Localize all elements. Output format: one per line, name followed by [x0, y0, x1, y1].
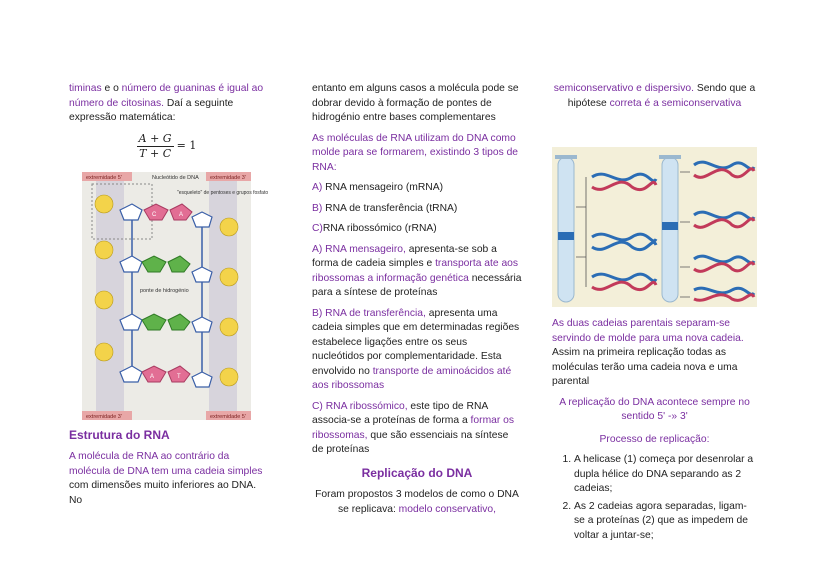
column-2	[312, 82, 522, 523]
paragraph-models-cont: semiconservativo e dispersivo. Sendo que a hipótese correta é a semiconservativa	[553, 83, 756, 109]
replication-diagram	[552, 147, 757, 307]
paragraph-direction: A replicação do DNA acontece sempre no sentido 5' -» 3'	[559, 396, 750, 422]
rna-type-a: A) RNA mensageiro (mRNA)	[312, 182, 444, 193]
dna-structure-diagram	[82, 172, 269, 420]
paragraph-mrna: A) RNA mensageiro, apresenta-se sob a forma de cadeia simples e transporta ate aos ribossomas a informação genética necessária para a síntese de proteínas	[312, 243, 522, 298]
svg-text:A: A	[150, 373, 155, 380]
paragraph-folding: entanto em alguns casos a molécula pode se dobrar devido à formação de pontes de hidrogénio entre bases complementares	[312, 83, 519, 123]
test-tube-left	[555, 155, 577, 302]
svg-text:T: T	[177, 373, 181, 380]
chargaff-formula	[69, 132, 264, 162]
heading-dna-replication: Replicação do DNA	[361, 465, 473, 480]
paragraph-rna-types-intro: As moléculas de RNA utilizam do DNA como molde para se formarem, existindo 3 tipos de RNA:	[312, 132, 519, 173]
column-3	[552, 82, 757, 546]
column-1	[69, 82, 269, 514]
rna-type-b: B) RNA de transferência (tRNA)	[312, 202, 458, 214]
rna-type-c: C)RNA ribossómico (rRNA)	[312, 223, 437, 234]
svg-text:A: A	[179, 211, 184, 218]
formula-denominator: T + C	[139, 147, 172, 160]
heading-replication-process: Processo de replicação:	[599, 433, 710, 445]
label-hydrogen-bond: ponte de hidrogénio	[140, 287, 189, 294]
semiconservative-replication-figure	[552, 147, 757, 307]
test-tube-right	[659, 155, 681, 302]
paragraph-rrna: C) RNA ribossómico, este tipo de RNA associa-se a proteínas de forma a formar os ribossomas, que são essenciais na síntese de proteínas	[312, 400, 515, 455]
paragraph-rna-structure: A molécula de RNA ao contrário da molécula de DNA tem uma cadeia simples com dimensões muito inferiores ao DNA. No	[69, 451, 263, 506]
label-5-end-top: extremidade 5'	[86, 174, 122, 181]
dna-structure-figure	[82, 172, 269, 420]
formula-rhs: = 1	[176, 139, 197, 153]
label-backbone: "esqueleto" de pentoses e grupos fosfato	[177, 189, 269, 196]
paragraph-parental-chains: As duas cadeias parentais separam-se servindo de molde para uma nova cadeia. Assim na primeira replicação todas as moléculas terão uma cadeia nova e uma parental	[552, 318, 744, 387]
paragraph-trna: B) RNA de transferência, apresenta uma cadeia simples que em determinadas regiões estabelece ligações entre os seus nucleótidos por complementaridade. Esta envolvido no transporte de aminoácidos até aos ribossomas	[312, 307, 520, 391]
label-nucleotide: Nucleótido de DNA	[152, 174, 199, 181]
list-item: 2. As 2 cadeias agora separadas, ligam-se a proteínas (2) que as impedem de voltar a juntar-se;	[574, 500, 757, 544]
formula-numerator: A + G	[137, 132, 174, 148]
paragraph-models: Foram propostos 3 modelos de como o DNA se replicava: modelo conservativo,	[315, 489, 519, 515]
replication-steps-list	[552, 453, 757, 543]
label-3-end-bottom: extremidade 3'	[86, 413, 122, 420]
list-item: 1. A helicase (1) começa por desenrolar a dupla hélice do DNA separando as 2 cadeias;	[574, 453, 757, 497]
paragraph-timinas: timinas e o número de guaninas é igual ao número de citosinas. Daí a seguinte expressão matemática:	[69, 83, 264, 123]
label-5-end-bottom: extremidade 5'	[210, 413, 246, 420]
svg-text:C: C	[152, 211, 157, 218]
heading-rna-structure: Estrutura do RNA	[69, 427, 170, 442]
label-3-end-top: extremidade 3'	[210, 174, 246, 181]
